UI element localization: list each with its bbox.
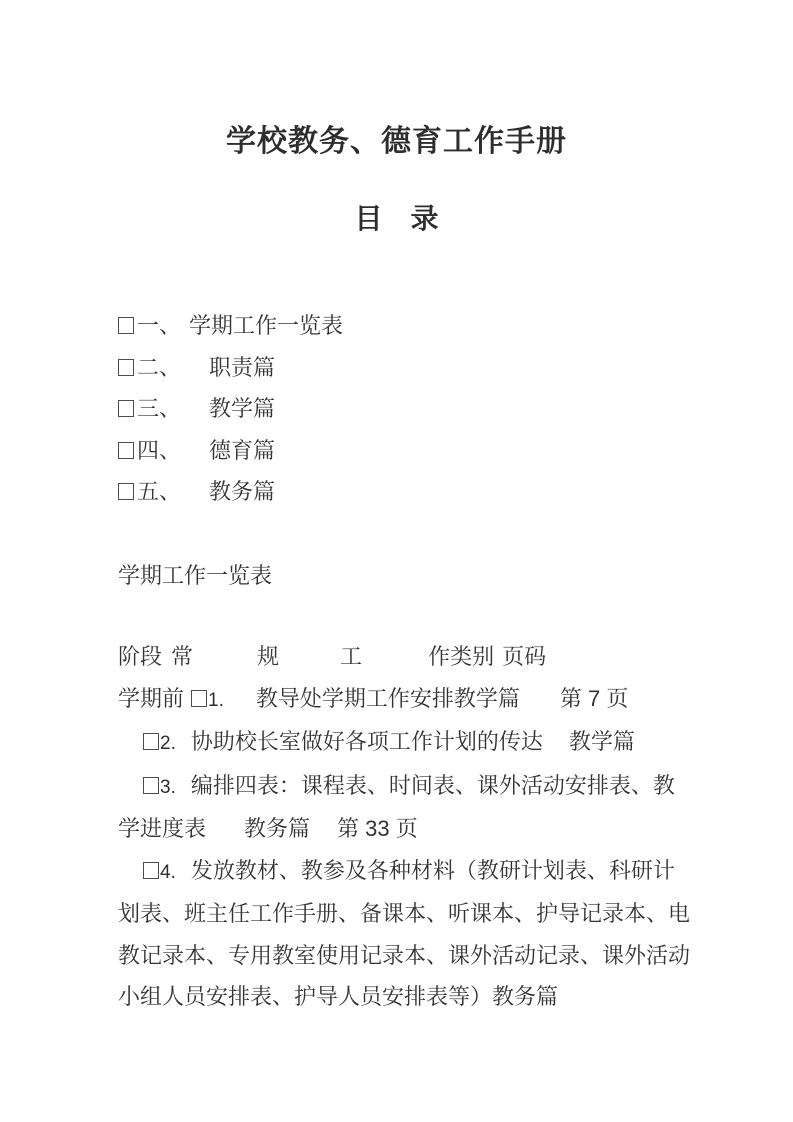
toc-item-2: [0, 347, 793, 389]
header-col-stage: 阶段: [118, 644, 163, 669]
worklist-row-3-continuation: [0, 808, 793, 850]
worklist-row-2: [0, 721, 793, 765]
toc-item-label: 学期工作一览表: [189, 313, 344, 338]
header-col-work-1: 工: [340, 644, 363, 669]
toc-item-label: 德育篇: [209, 437, 276, 463]
checkbox-square-icon: [143, 733, 159, 750]
worklist-row-4-continuation-3: [0, 976, 793, 1018]
checkbox-square-icon: [191, 690, 207, 707]
item-text-continuation: 学进度表: [118, 816, 207, 841]
toc-item-5: [0, 471, 793, 513]
worklist-header-row: [0, 636, 793, 678]
toc-item-3: [0, 388, 793, 430]
worklist-row-3: [0, 765, 793, 809]
item-number: 1.: [208, 689, 224, 711]
item-text-continuation: 教记录本、专用教室使用记录本、课外活动记录、课外活动: [118, 942, 691, 968]
item-number: 3.: [160, 776, 176, 798]
checkbox-square-icon: [143, 777, 159, 794]
checkbox-square-icon: [118, 483, 134, 500]
toc-list: [0, 305, 793, 513]
checkbox-square-icon: [118, 317, 134, 334]
toc-item-number: 一、: [137, 313, 182, 338]
header-col-regular-2: 规: [257, 644, 280, 669]
item-text-continuation: 划表、班主任工作手册、备课本、听课本、护导记录本、电: [118, 901, 691, 926]
item-number: 2.: [160, 733, 176, 754]
toc-item-label: 教学篇: [209, 396, 276, 421]
toc-item-number: 二、: [137, 354, 182, 380]
checkbox-square-icon: [118, 400, 134, 417]
item-text: 协助校长室做好各项工作计划的传达: [190, 729, 543, 754]
item-text: 发放教材、教参及各种材料（教研计划表、科研计: [190, 857, 675, 883]
toc-heading: 目 录: [354, 203, 439, 234]
page-reference: 第 33 页: [337, 816, 418, 841]
checkbox-square-icon: [143, 862, 159, 879]
item-text: 编排四表：课程表、时间表、课外活动安排表、教: [190, 772, 675, 798]
category-label: 教学篇: [568, 729, 635, 754]
checkbox-square-icon: [118, 359, 134, 376]
toc-item-label: 职责篇: [209, 354, 276, 380]
worklist-row-4-continuation-2: [0, 935, 793, 977]
toc-item-number: 四、: [137, 437, 182, 463]
header-col-page: 页码: [502, 644, 547, 669]
checkbox-square-icon: [118, 442, 134, 459]
worklist-body: [0, 678, 793, 1018]
section-heading: 学期工作一览表: [118, 562, 273, 588]
toc-item-4: [0, 430, 793, 472]
toc-item-number: 五、: [137, 479, 182, 504]
header-col-category: 作类别: [428, 644, 495, 669]
worklist-row-1: [0, 678, 793, 722]
page-reference: 第 7 页: [559, 685, 629, 711]
worklist-row-4-continuation-1: [0, 893, 793, 935]
document-title: 学校教务、德育工作手册: [226, 125, 567, 158]
toc-item-label: 教务篇: [209, 479, 276, 504]
toc-item-number: 三、: [137, 396, 182, 421]
item-number: 4.: [160, 861, 176, 883]
header-col-regular-1: 常: [171, 644, 194, 669]
stage-label: 学期前: [118, 685, 185, 711]
item-text: 教导处学期工作安排教学篇: [255, 685, 520, 711]
item-text-continuation: 小组人员安排表、护导人员安排表等）教务篇: [118, 984, 559, 1009]
worklist-row-4: [0, 850, 793, 894]
toc-item-1: [0, 305, 793, 347]
category-label: 教务篇: [244, 816, 311, 841]
